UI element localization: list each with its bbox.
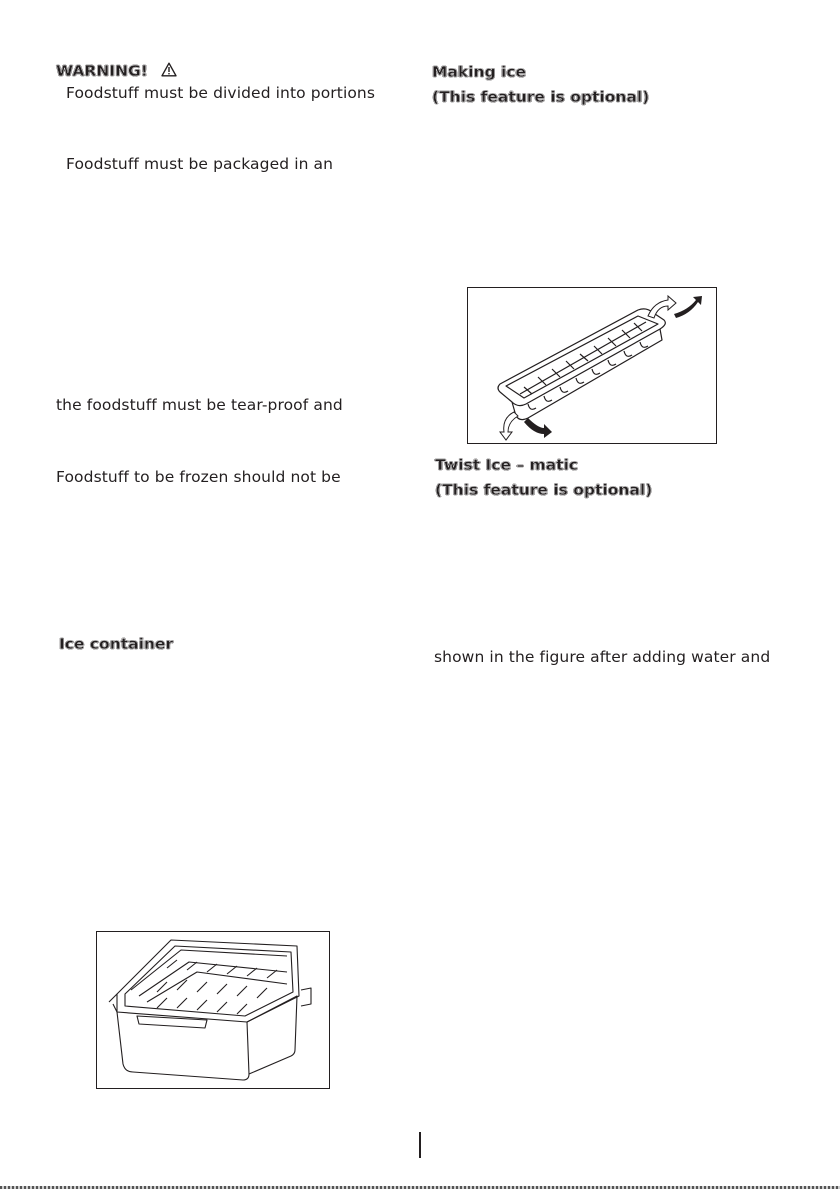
- text-portions: Foodstuff must be divided into portions: [66, 84, 376, 102]
- ice-tray-twist-figure: [467, 287, 717, 444]
- warning-label: WARNING!: [56, 62, 148, 80]
- ice-tray-twist-illustration: [468, 288, 716, 443]
- ice-container-heading: Ice container: [59, 635, 174, 653]
- text-packaged: Foodstuff must be packaged in an: [66, 155, 334, 173]
- text-tear-proof: the foodstuff must be tear-proof and: [56, 396, 343, 414]
- making-ice-heading: Making ice: [432, 63, 527, 81]
- warning-triangle-icon: [161, 62, 177, 81]
- making-ice-optional: (This feature is optional): [432, 88, 650, 106]
- text-shown-figure: shown in the figure after adding water and: [434, 648, 771, 666]
- ice-container-illustration: [97, 932, 329, 1088]
- page-bottom-edge: [0, 1186, 840, 1189]
- page-divider: [419, 1132, 421, 1158]
- twist-ice-optional: (This feature is optional): [435, 481, 653, 499]
- twist-ice-heading: Twist Ice – matic: [435, 456, 579, 474]
- text-not-be: Foodstuff to be frozen should not be: [56, 468, 341, 486]
- warning-heading: [56, 62, 177, 81]
- ice-container-figure: [96, 931, 330, 1089]
